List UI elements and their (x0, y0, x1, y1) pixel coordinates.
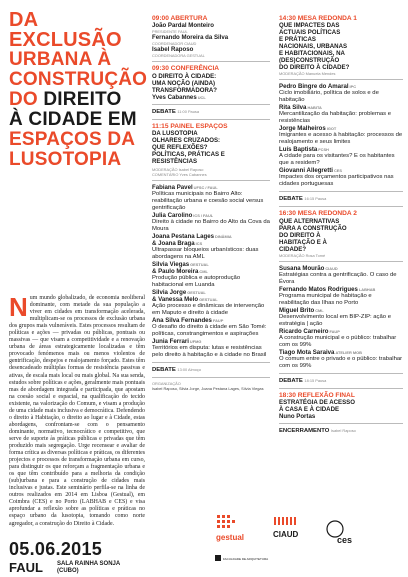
title-line-7: ESPAÇOS DA (9, 129, 136, 150)
conference-title-4: TRANSFORMADORA? (152, 86, 217, 94)
talk-item (152, 317, 270, 338)
morning-program (152, 15, 270, 391)
panel-title-2: DA LUSOTOPIA (152, 129, 198, 137)
talk-item (152, 261, 270, 268)
talk-speaker (279, 167, 403, 174)
divider (279, 423, 403, 424)
speaker-name: Yves Cabannes (152, 93, 197, 101)
venue-line-1: SALA RAINHA SONJA (57, 561, 121, 567)
speaker-role: FAUP (329, 328, 340, 334)
speaker-name: Joana Pestana Lages (152, 232, 214, 240)
venue-line-2: (CUBO) (57, 568, 79, 574)
speaker-role: HABITA (307, 105, 322, 111)
ces-logo (325, 517, 353, 545)
talk-item (279, 265, 403, 286)
round-table-2-title-6: CIDADE? (279, 245, 307, 253)
talk-speaker (152, 212, 270, 219)
debate-label: DEBATE (152, 366, 176, 373)
talk-speaker (152, 338, 270, 345)
speaker-role: CIAUD (325, 265, 338, 271)
speaker-role: UCL (197, 94, 206, 100)
debate-label: DEBATE (152, 108, 176, 115)
talk-item (279, 125, 403, 146)
closing (279, 427, 403, 435)
conference-title-1: 09:30 CONFERÊNCIA (152, 65, 220, 73)
panel-title-4: QUE REFLEXÕES? (152, 143, 208, 151)
organizers: Isabel Raposo, Silvia Jorge, Joana Pestana Lages, Sílvia Viegas (152, 385, 264, 391)
talk-speaker (279, 349, 403, 356)
debate-label: DEBATE (279, 377, 303, 384)
talk-item (152, 268, 270, 289)
talk-speaker (152, 317, 270, 324)
speaker-role: UFMG (189, 338, 202, 344)
divider (279, 79, 403, 80)
talk-speaker (152, 289, 270, 296)
talk-item (279, 307, 403, 328)
title-line-6: À CIDADE EM (9, 109, 137, 130)
ciaud-logo (270, 515, 302, 545)
talk-speaker (279, 146, 403, 153)
round-table-1-talks (279, 83, 403, 188)
opening-speaker-2-role: COORDENADOR CIAUD (152, 41, 197, 47)
final-title-2: ESTRATÉGIA DE ACESSO (279, 398, 355, 406)
talk-speaker (152, 233, 270, 240)
title-word-do: DO (9, 89, 44, 110)
speaker-name: Luís Baptista (279, 146, 318, 154)
ces-logo-text: ces (337, 535, 353, 545)
debate-2 (152, 366, 270, 374)
round-table-1-title-6: E HABITACIONAIS, NA (279, 50, 345, 58)
speaker-name: Julia Carolino (152, 211, 193, 219)
talk-speaker (152, 240, 270, 247)
talk-item (279, 349, 403, 370)
organizers-label: ORGANIZAÇÃO (152, 380, 181, 386)
talk-item (279, 167, 403, 188)
round-table-1-moderation: MODERAÇÃO Manuela Mendes (279, 71, 336, 77)
round-table-2-title-4: DO DIREITO À (279, 231, 321, 239)
speaker-name: & Joana Braga (152, 239, 195, 247)
conference-title-3: UMA NOÇÃO (AINDA) (152, 79, 216, 87)
speaker-role: GESTUAL (187, 289, 206, 295)
talk-speaker (152, 296, 270, 303)
speaker-role: CML (199, 268, 208, 274)
speaker-name: Silvia Viegas (152, 260, 190, 268)
round-table-2-title-2: QUE ALTERNATIVAS (279, 217, 340, 225)
talk-title: O comum entre o privado e o público: trabalhar com os 99% (279, 355, 403, 369)
speaker-name: Miguel Brito (279, 306, 315, 314)
talk-item (279, 328, 403, 349)
talk-item (279, 83, 403, 104)
speaker-role: DINÂMIA (214, 233, 232, 239)
final-title-1: 18:30 REFLEXÃO FINAL (279, 391, 355, 399)
closing-label: ENCERRAMENTO (279, 427, 330, 434)
event-date-block (9, 540, 102, 558)
round-table-1-title-8: DO DIREITO À CIDADE? (279, 64, 350, 72)
round-table-1-title-7: (DES)CONSTRUÇÃO (279, 57, 340, 65)
partner-logos (215, 513, 401, 568)
title-line-8: LUSOTOPIA (9, 149, 122, 170)
divider (279, 373, 403, 374)
faul-label: FAUL (9, 560, 43, 575)
round-table-2-title-3: PARA A CONSTRUÇÃO (279, 224, 347, 232)
talk-item (152, 240, 270, 261)
title-line-4: CONSTRUÇÃO (9, 69, 148, 90)
talk-speaker (279, 307, 403, 314)
faul-logo (215, 555, 269, 567)
debate-3 (279, 195, 403, 203)
title-word-a: À (97, 49, 112, 70)
round-table-1-title-5: NACIONAIS, URBANAS (279, 43, 348, 51)
speaker-name: Silvia Jorge (152, 288, 187, 296)
speaker-name: Fabiana Pavel (152, 183, 193, 191)
talk-title: Ultrapassar bloqueios urbanísticos: duas abordagens na AML (152, 246, 259, 260)
final-speaker: Nuno Portas (279, 412, 316, 420)
talk-title: Direito à cidade no Bairro do Alto da Cova da Moura (152, 218, 270, 232)
talk-title: O desafio do direito à cidade em São Tomé: políticas, constrangimentos e aspirações (152, 323, 267, 337)
round-table-2-title-1: 16:30 MESA REDONDA 2 (279, 210, 357, 218)
talk-item (152, 289, 270, 296)
talk-title: Territórios em disputa: lutas e resistências pelo direito à habitação e à cidade no Brasil (152, 344, 267, 358)
speaker-name: Ana Silva Fernandes (152, 316, 212, 324)
panel-moderation: MODERAÇÃO Isabel Raposo (152, 166, 204, 172)
conference-speaker (152, 94, 270, 101)
talk-title: Mercantilização da habitação: problemas e resistências (279, 111, 391, 125)
title-word-direito: DIREITO (43, 89, 122, 110)
talk-title: Ação processo e dinâmicas de intervenção em Maputo e direito à cidade (152, 302, 265, 316)
talk-speaker (279, 83, 403, 90)
panel-comment: COMENTÁRIO Yves Cabannes (152, 171, 207, 177)
talk-item (279, 286, 403, 307)
speaker-role: GESTUAL (190, 261, 209, 267)
speaker-name: Pedro Bingre do Amaral (279, 83, 349, 91)
final-title-3: À CASA E À CIDADE (279, 405, 340, 413)
panel-title-5: POLÍTICAS, PRÁTICAS E (152, 150, 225, 158)
opening-title: 09:00 ABERTURA (152, 15, 208, 22)
talk-speaker (152, 268, 270, 275)
speaker-role: ICS / FAUL (193, 212, 214, 218)
dropcap: N (9, 292, 28, 322)
opening-speaker-2: Fernando Moreira da Silva (152, 34, 229, 42)
afternoon-program (279, 15, 403, 435)
speaker-name: & Paulo Moreira (152, 267, 199, 275)
round-table-1-title-3: ACTUAIS POLÍTICAS (279, 29, 341, 37)
ciaud-logo-text: CIAUD (273, 530, 299, 539)
speaker-role: CML (315, 307, 324, 313)
talk-title: Políticas municipais no Bairro Alto: reabilitação urbana e coesão social versus gentrificação (152, 190, 264, 211)
speaker-name: Susana Mourão (279, 264, 325, 272)
talk-speaker (152, 261, 270, 268)
intro-text (9, 292, 145, 540)
speaker-role: GESTUAL (199, 296, 218, 302)
talk-title: Estratégias contra a gentrificação. O caso de Évora (279, 271, 397, 285)
speaker-role: FCSH (318, 147, 329, 153)
talk-speaker (279, 328, 403, 335)
talk-item (279, 146, 403, 167)
debate-time: 13:00 Almoço (177, 366, 201, 372)
talk-speaker (152, 184, 270, 191)
divider (279, 206, 403, 207)
venue (57, 561, 120, 575)
speaker-role: UFSC / FAUL (193, 184, 218, 190)
talk-speaker (279, 265, 403, 272)
title-line-1: DA (9, 9, 39, 31)
talk-item (152, 338, 270, 359)
speaker-role: ICS (195, 240, 203, 246)
gestual-logo-text: gestual (216, 533, 245, 542)
panel-title-6: RESISTÊNCIAS (152, 157, 198, 165)
talk-title: Programa municipal de habitação e reabilitação das Ilhas no Porto (279, 292, 372, 306)
talk-speaker (279, 104, 403, 111)
event-date: 05.06.2015 (9, 539, 103, 559)
speaker-role: FAUP (212, 317, 224, 323)
opening-speaker-3: Isabel Raposo (152, 46, 194, 54)
speaker-name: João Pardal Monteiro (152, 22, 214, 30)
talk-title: Imigrantes e acesso à habitação: processos de realojamento e seus limites (279, 132, 403, 146)
speaker-name: & Vanessa Melo (152, 295, 199, 303)
panel-title-3: OLHARES CRUZADOS: (152, 136, 221, 144)
round-table-1-title-4: E PRÁTICAS (279, 36, 316, 44)
talk-item (152, 184, 270, 212)
panel-talks (152, 184, 270, 359)
gestual-logo (215, 513, 249, 547)
talk-item (152, 296, 270, 317)
round-table-1-title-2: QUE IMPACTES DAS (279, 22, 340, 30)
divider (279, 388, 403, 389)
talk-speaker (279, 125, 403, 132)
divider (279, 191, 403, 192)
closing-name: Isabel Raposo (330, 427, 356, 433)
speaker-role: CES (333, 168, 342, 174)
speaker-name: Ricardo Carneiro (279, 327, 329, 335)
debate-4 (279, 377, 403, 385)
speaker-name: Tiago Mota Saraiva (279, 348, 335, 356)
speaker-role: LABHAB (358, 286, 376, 292)
talk-speaker (279, 286, 403, 293)
faul-logo-text: FACULDADE DE ARQUITETURA (223, 557, 269, 561)
talk-title: Impactes dos orçamentos participativos nas cidades portuguesas (279, 174, 394, 188)
divider (152, 119, 270, 120)
talk-title: Desenvolvimento local em BIP-ZIP: ação e estratégia | ação (279, 313, 391, 327)
talk-title: Produção pública e autoprodução habitacional em Luanda (152, 274, 241, 288)
talk-item (152, 233, 270, 240)
round-table-2-talks (279, 265, 403, 370)
speaker-name: Junia Ferrari (152, 337, 189, 345)
speaker-name: Rita Silva (279, 104, 307, 112)
round-table-2-title-5: HABITAÇÃO E À (279, 238, 327, 246)
debate-time: 16:15 Pausa (304, 196, 327, 202)
talk-title: A construção municipal e o público: trabalhar com os 99% (279, 334, 397, 348)
divider (152, 104, 270, 105)
opening-speaker-3-role: COORDENADORA GESTUAL (152, 53, 205, 59)
speaker-role: IGOT (326, 126, 337, 132)
opening-speaker-1 (152, 22, 270, 29)
talk-item (152, 212, 270, 233)
speaker-name: Giovanni Allegretti (279, 167, 333, 175)
debate-label: DEBATE (279, 196, 303, 203)
round-table-2-moderation: MODERAÇÃO Rosa Tomé (279, 252, 326, 258)
talk-item (279, 104, 403, 125)
title-word-urbana: URBANA (9, 49, 98, 70)
panel-title-1: 11:15 PAINEL ESPAÇOS (152, 122, 228, 130)
divider (152, 377, 270, 378)
speaker-role: IPC (349, 84, 357, 90)
divider (152, 61, 270, 62)
speaker-role: ATELIER MOB (335, 349, 362, 355)
divider (152, 180, 270, 181)
debate-time: 11:00 Pausa (177, 108, 199, 114)
speaker-name: Jorge Malheiros (279, 125, 326, 133)
title-line-2: EXCLUSÃO (9, 29, 122, 51)
talk-title: A cidade para os visitantes? E os habitantes que a residem? (279, 153, 395, 167)
opening-speaker-1-role: PRESIDENTE FAUL (152, 29, 188, 35)
debate-1 (152, 108, 270, 116)
conference-title-2: O DIREITO À CIDADE: (152, 72, 217, 80)
speaker-name: Fernando Matos Rodrigues (279, 285, 358, 293)
round-table-1-title-1: 14:30 MESA REDONDA 1 (279, 15, 357, 22)
debate-time: 18:15 Pausa (304, 377, 327, 383)
talk-title: Ciclo imobiliário, política de solos e de habitação (279, 90, 379, 104)
intro-body: um mundo globalizado, de economia neoliberal dominante, com metade da sua população a viver em cidades em transformação acelerada, multiplicam-se os processos de exclusão urbana dos grupos mais vulneráveis. Estes processos resultam de políticas e ações — privadas ou públicas, pontuais ou massivas — que visam a competitividade e a renovação urbana de áreas estrategicamente localizadas e têm provocado fenómenos mais ou menos violentos de gentrificação, despejos e realojamento forçado. Estes têm desencadeado múltiplas formas de resistência passivas e ativas, de escala mais local ou mais global. Na sua senda, estudos sobre políticas e ações, geralmente mais pontuais mas de abordagem integrada e participada, que apostam na coesão social e espacial, na qualificação do tecido existente, na valorização do Comum, e visam a produção de uma cidade mais inclusiva e democrática. Defendendo o direito à Habitação, o direito ao lugar e à Cidade, estas abordagens, confrontam-se com o pensamento dominante, normativo, tecnocrático e competitivo, que serve de suporte às práticas públicas e privadas que têm produzido mais segregação. Urge recensear e avaliar de forma crítica as diversas políticas e práticas, os diferentes projectos e processos de transformação urbana em curso, para distinguir os que reforçam a fragmentação urbana e os que têm contribuído para a melhoria da condição (sub)urbana e para a construção de cidades mais inclusivas e justas. Este seminário perfila-se na linha de outros realizados em 2014 em Lisboa (Gestual), em Coimbra (CES) e no Porto (LABHAB e CES) e visa aprofundar a reflexão sobre as políticas e práticas no espaço urbano da lusotopia, tomando como norte agregador, a construção do Direito à Cidade. (9, 295, 145, 527)
divider (279, 261, 403, 262)
divider (152, 362, 270, 363)
